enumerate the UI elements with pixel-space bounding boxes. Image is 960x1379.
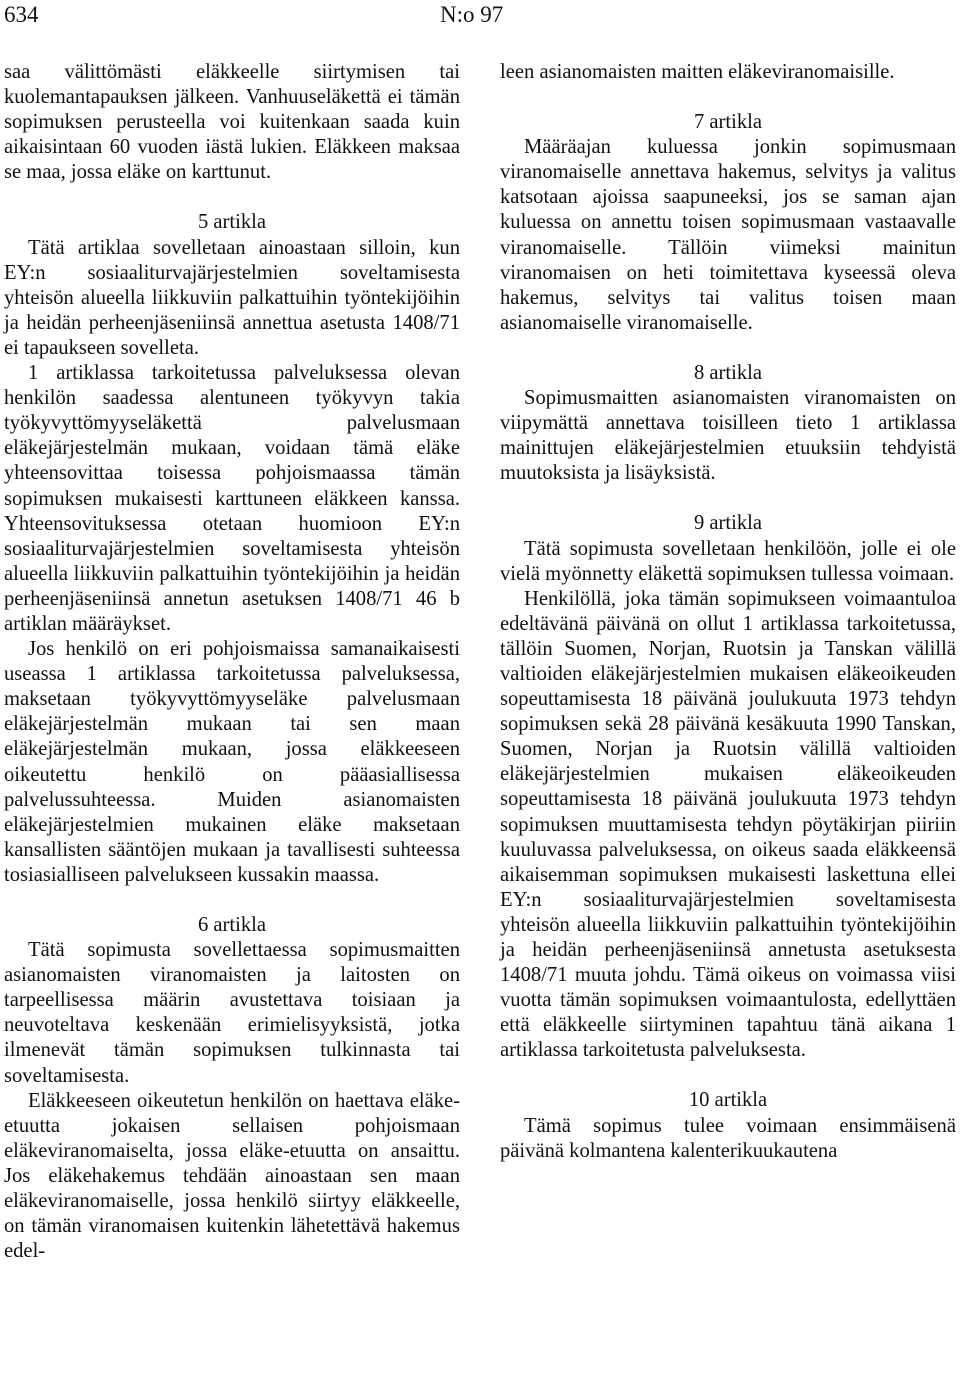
spacer xyxy=(500,486,956,511)
spacer xyxy=(4,185,460,210)
paragraph-continuation: leen asianomaisten maitten eläkeviranomaisille. xyxy=(500,61,895,83)
article-7-heading: 7 artikla xyxy=(693,111,763,134)
article-8-paragraph-1: Sopimusmaitten asianomaisten viranomaisten on viipymättä annettava toisilleen tieto 1 artiklassa mainittujen eläkejärjestelmien etuuksiin tehdyistä muutoksista ja lisäyksistä. xyxy=(500,387,956,485)
right-column xyxy=(500,60,956,1164)
article-7-paragraph-1: Määräajan kuluessa jonkin sopimusmaan viranomaiselle annettava hakemus, selvitys ja valitus katsotaan ajoissa saapuneeksi, jos se saman ajan kuluessa on annettu toisen sopimusmaan vastaavalle viranomaiselle. Tällöin viimeksi mainitun viranomaisen on heti toimitettava kyseessä oleva hakemus, selvitys tai valitus toisen maan asianomaiselle viranomaiselle. xyxy=(500,136,956,334)
article-8-heading: 8 artikla xyxy=(693,361,763,384)
left-column xyxy=(4,60,460,1264)
spacer xyxy=(500,1063,956,1088)
page-header xyxy=(0,0,960,40)
spacer xyxy=(4,888,460,913)
article-6-heading: 6 artikla xyxy=(197,914,267,936)
spacer xyxy=(500,336,956,361)
article-9-paragraph-1: Tätä sopimusta sovelletaan henkilöön, jolle ei ole vielä myönnetty eläkettä sopimuksen tullessa voimaan. xyxy=(500,537,956,585)
article-6-paragraph-1: Tätä sopimusta sovellettaessa sopimusmaitten asianomaisten viranomaisten ja laitosten on tarpeellisessa määrin avustettava toisiaan ja neuvoteltava keskenään erimielisyyksistä, jotka ilmenevät tämän sopimuksen tulkinnasta tai soveltamisesta. xyxy=(4,939,460,1087)
paragraph-continuation: saa välittömästi eläkkeelle siirtymisen tai kuolemantapauksen jälkeen. Vanhuuseläkettä ei tämän sopimuksen perusteella voi kuitenkaan saada kuin aikaisintaan 60 vuoden iästä lukien. Eläkkeen maksaa se maa, jossa eläke on karttunut. xyxy=(4,61,460,184)
article-9-heading: 9 artikla xyxy=(693,512,763,535)
article-6-paragraph-2: Eläkkeeseen oikeutetun henkilön on haettava eläke-etuutta jokaisen sellaisen pohjoismaan eläkeviranomaiselta, jossa eläke-etuutta on ansaittu. Jos eläkehakemus tehdään ainoastaan sen maan eläkeviranomaiselle, jossa henkilö siirtyy eläkkeelle, on tämän viranomaisen kuitenkin lähetettävä hakemus edel- xyxy=(4,1089,460,1263)
article-10-paragraph-1: Tämä sopimus tulee voimaan ensimmäisenä päivänä kolmantena kalenterikuukautena xyxy=(500,1114,956,1162)
article-5-heading: 5 artikla xyxy=(197,211,267,234)
series-number: N:o 97 xyxy=(440,2,504,27)
page-number: 634 xyxy=(4,2,39,27)
article-5-paragraph-2: 1 artiklassa tarkoitetussa palveluksessa olevan henkilön saadessa alentuneen työkyvyn takia työkyvyttömyyseläkettä palvelusmaan eläkejärjestelmän mukaan, voidaan tämä eläke yhteensovittaa toisessa pohjoismaassa tämän sopimuksen mukaisesti karttuneen eläkkeen kanssa. Yhteensovituksessa otetaan huomioon EY:n sosiaaliturvajärjestelmien soveltamisesta yhteisön alueella liikkuviin palkattuihin työntekijöihin ja heidän perheenjäseniinsä annetun asetuksen 1408/71 46 b artiklan määräykset. xyxy=(4,362,460,635)
article-5-paragraph-1: Tätä artiklaa sovelletaan ainoastaan silloin, kun EY:n sosiaaliturvajärjestelmien soveltamisesta yhteisön alueella liikkuviin palkattuihin työntekijöihin ja heidän perheenjäseniinsä annettua asetusta 1408/71 ei tapaukseen sovelleta. xyxy=(4,236,460,359)
article-5-paragraph-3: Jos henkilö on eri pohjoismaissa samanaikaisesti useassa 1 artiklassa tarkoitetussa palveluksessa, maksetaan työkyvyttömyyseläke palvelusmaan eläkejärjestelmän mukaan tai sen maan eläkejärjestelmän mukaan, jossa eläkkeeseen oikeutettu henkilö on pääasiallisessa palvelussuhteessa. Muiden asianomaisten eläkejärjestelmien mukainen eläke maksetaan kansallisten sääntöjen mukaan ja tavallisesti suhteessa tosiasialliseen palvelukseen kussakin maassa. xyxy=(4,638,460,886)
article-9-paragraph-2: Henkilöllä, joka tämän sopimukseen voimaantuloa edeltävänä päivänä on ollut 1 artiklassa tarkoitetussa, tällöin Suomen, Norjan, Ruotsin ja Tanskan välillä valtioiden eläkejärjestelmien mukaisen eläkeoikeuden sopeuttamisesta 18 päivänä joulukuuta 1973 tehdyn sopimuksen sekä 28 päivänä kesäkuuta 1990 Tanskan, Suomen, Norjan ja Ruotsin välillä valtioiden eläkejärjestelmien mukaisen eläkeoikeuden sopeuttamisesta 18 päivänä joulukuuta 1973 tehdyn sopimuksen muuttamisesta tehdyn pöytäkirjan piiriin kuuluvassa palveluksessa, on oikeus saada eläkkeensä aikaisemman sopimuksen mukaisesti laskettuna ellei EY:n sosiaaliturvajärjestelmien soveltamisesta yhteisön alueella liikkuviin palkattuihin työntekijöihin ja heidän perheenjäseniinsä annetusta asetuksesta 1408/71 muuta johdu. Tämä oikeus on voimassa viisi vuotta tämän sopimuksen voimaantulosta, edellyttäen että eläkkeelle siirtyminen tapahtuu tänä aikana 1 artiklassa tarkoitetusta palveluksesta. xyxy=(500,587,956,1062)
spacer xyxy=(500,85,956,110)
article-10-heading: 10 artikla xyxy=(688,1089,768,1112)
